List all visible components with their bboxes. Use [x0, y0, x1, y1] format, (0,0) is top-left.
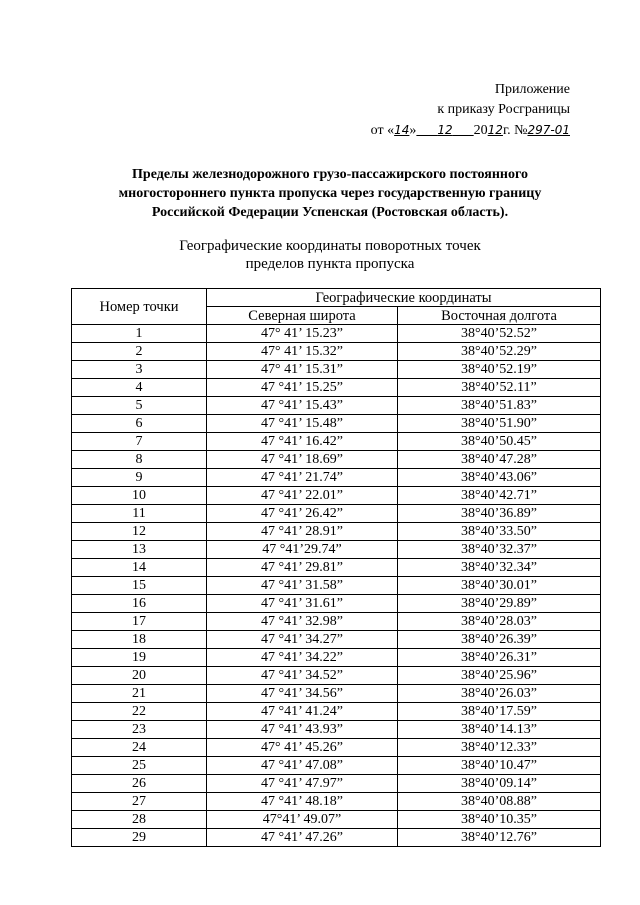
annex-date-line [371, 120, 570, 141]
table-row [72, 559, 601, 577]
table-row [72, 793, 601, 811]
point-number-cell: 16 [72, 595, 207, 613]
table-caption [100, 237, 560, 273]
point-number-cell: 6 [72, 415, 207, 433]
latitude-cell: 47 °41’29.74” [207, 541, 398, 559]
table-row [72, 325, 601, 343]
longitude-cell: 38°40’08.88” [398, 793, 601, 811]
date-prefix: от « [370, 123, 395, 138]
longitude-cell: 38°40’26.39” [398, 631, 601, 649]
longitude-cell: 38°40’30.01” [398, 577, 601, 595]
point-number-cell: 23 [72, 721, 207, 739]
point-number-cell: 2 [72, 343, 207, 361]
point-number-cell: 22 [72, 703, 207, 721]
longitude-cell: 38°40’52.11” [398, 379, 601, 397]
longitude-cell: 38°40’52.52” [398, 325, 601, 343]
latitude-cell: 47 °41’ 29.81” [207, 559, 398, 577]
number-prefix: г. № [502, 123, 528, 138]
title-line: Российской Федерации Успенская (Ростовская область). [151, 205, 509, 220]
longitude-cell: 38°40’17.59” [398, 703, 601, 721]
latitude-cell: 47 °41’ 47.97” [207, 775, 398, 793]
latitude-cell: 47° 41’ 15.31” [207, 361, 398, 379]
latitude-cell: 47 °41’ 21.74” [207, 469, 398, 487]
annex-reference: к приказу Росграницы [437, 102, 570, 117]
longitude-cell: 38°40’12.33” [398, 739, 601, 757]
table-row [72, 541, 601, 559]
longitude-cell: 38°40’14.13” [398, 721, 601, 739]
point-number-cell: 4 [72, 379, 207, 397]
order-number: 297-01 [527, 123, 570, 137]
table-row [72, 685, 601, 703]
date-month: 12 [437, 123, 453, 137]
longitude-cell: 38°40’51.90” [398, 415, 601, 433]
table-row [72, 523, 601, 541]
longitude-cell: 38°40’47.28” [398, 451, 601, 469]
table-row [72, 811, 601, 829]
title-line: многостороннего пункта пропуска через государственную границу [118, 186, 542, 201]
table-row [72, 505, 601, 523]
longitude-cell: 38°40’26.31” [398, 649, 601, 667]
point-number-cell: 9 [72, 469, 207, 487]
latitude-cell: 47° 41’ 15.23” [207, 325, 398, 343]
point-number-cell: 17 [72, 613, 207, 631]
table-row [72, 649, 601, 667]
date-year-suffix: 12 [487, 123, 503, 137]
longitude-cell: 38°40’50.45” [398, 433, 601, 451]
table-row [72, 361, 601, 379]
latitude-cell: 47 °41’ 47.08” [207, 757, 398, 775]
longitude-cell: 38°40’25.96” [398, 667, 601, 685]
header-latitude: Северная широта [207, 307, 398, 325]
longitude-cell: 38°40’10.47” [398, 757, 601, 775]
table-row [72, 631, 601, 649]
point-number-cell: 26 [72, 775, 207, 793]
longitude-cell: 38°40’10.35” [398, 811, 601, 829]
latitude-cell: 47 °41’ 34.27” [207, 631, 398, 649]
table-row [72, 775, 601, 793]
longitude-cell: 38°40’42.71” [398, 487, 601, 505]
latitude-cell: 47 °41’ 47.26” [207, 829, 398, 847]
table-row [72, 577, 601, 595]
longitude-cell: 38°40’26.03” [398, 685, 601, 703]
annex-header [371, 80, 570, 141]
point-number-cell: 24 [72, 739, 207, 757]
latitude-cell: 47 °41’ 15.48” [207, 415, 398, 433]
longitude-cell: 38°40’12.76” [398, 829, 601, 847]
point-number-cell: 3 [72, 361, 207, 379]
longitude-cell: 38°40’28.03” [398, 613, 601, 631]
header-point-number: Номер точки [72, 289, 207, 325]
point-number-cell: 29 [72, 829, 207, 847]
latitude-cell: 47 °41’ 18.69” [207, 451, 398, 469]
longitude-cell: 38°40’51.83” [398, 397, 601, 415]
point-number-cell: 7 [72, 433, 207, 451]
point-number-cell: 12 [72, 523, 207, 541]
latitude-cell: 47 °41’ 31.61” [207, 595, 398, 613]
point-number-cell: 18 [72, 631, 207, 649]
table-row [72, 757, 601, 775]
latitude-cell: 47 °41’ 34.52” [207, 667, 398, 685]
table-row [72, 469, 601, 487]
longitude-cell: 38°40’43.06” [398, 469, 601, 487]
latitude-cell: 47 °41’ 15.25” [207, 379, 398, 397]
latitude-cell: 47°41’ 49.07” [207, 811, 398, 829]
table-row [72, 433, 601, 451]
table-row [72, 343, 601, 361]
latitude-cell: 47 °41’ 31.58” [207, 577, 398, 595]
longitude-cell: 38°40’52.19” [398, 361, 601, 379]
latitude-cell: 47 °41’ 43.93” [207, 721, 398, 739]
longitude-cell: 38°40’32.34” [398, 559, 601, 577]
table-row [72, 487, 601, 505]
longitude-cell: 38°40’32.37” [398, 541, 601, 559]
latitude-cell: 47 °41’ 32.98” [207, 613, 398, 631]
latitude-cell: 47 °41’ 15.43” [207, 397, 398, 415]
header-coordinates: Географические координаты [207, 289, 601, 307]
table-row [72, 667, 601, 685]
latitude-cell: 47° 41’ 45.26” [207, 739, 398, 757]
latitude-cell: 47 °41’ 34.56” [207, 685, 398, 703]
longitude-cell: 38°40’33.50” [398, 523, 601, 541]
longitude-cell: 38°40’52.29” [398, 343, 601, 361]
latitude-cell: 47 °41’ 16.42” [207, 433, 398, 451]
point-number-cell: 15 [72, 577, 207, 595]
caption-line: пределов пункта пропуска [245, 256, 415, 272]
latitude-cell: 47 °41’ 48.18” [207, 793, 398, 811]
latitude-cell: 47 °41’ 28.91” [207, 523, 398, 541]
point-number-cell: 11 [72, 505, 207, 523]
table-row [72, 613, 601, 631]
latitude-cell: 47 °41’ 34.22” [207, 649, 398, 667]
coordinates-table [71, 288, 601, 847]
table-row [72, 721, 601, 739]
longitude-cell: 38°40’36.89” [398, 505, 601, 523]
point-number-cell: 10 [72, 487, 207, 505]
point-number-cell: 8 [72, 451, 207, 469]
table-row [72, 397, 601, 415]
table-row [72, 451, 601, 469]
point-number-cell: 25 [72, 757, 207, 775]
point-number-cell: 20 [72, 667, 207, 685]
table-row [72, 379, 601, 397]
point-number-cell: 5 [72, 397, 207, 415]
table-row [72, 595, 601, 613]
table-row [72, 739, 601, 757]
document-title [80, 165, 580, 222]
caption-line: Географические координаты поворотных точек [179, 238, 481, 254]
table-row [72, 415, 601, 433]
date-year-prefix: 20 [473, 123, 488, 138]
point-number-cell: 1 [72, 325, 207, 343]
latitude-cell: 47 °41’ 26.42” [207, 505, 398, 523]
annex-title: Приложение [494, 82, 570, 97]
point-number-cell: 21 [72, 685, 207, 703]
date-quote: » [409, 123, 417, 138]
latitude-cell: 47 °41’ 22.01” [207, 487, 398, 505]
header-longitude: Восточная долгота [398, 307, 601, 325]
latitude-cell: 47° 41’ 15.32” [207, 343, 398, 361]
latitude-cell: 47 °41’ 41.24” [207, 703, 398, 721]
point-number-cell: 13 [72, 541, 207, 559]
point-number-cell: 28 [72, 811, 207, 829]
table-row [72, 703, 601, 721]
longitude-cell: 38°40’29.89” [398, 595, 601, 613]
point-number-cell: 14 [72, 559, 207, 577]
title-line: Пределы железнодорожного грузо-пассажирского постоянного [132, 167, 528, 182]
longitude-cell: 38°40’09.14” [398, 775, 601, 793]
date-month-line [416, 123, 473, 138]
table-row [72, 829, 601, 847]
point-number-cell: 27 [72, 793, 207, 811]
date-day: 14 [394, 123, 410, 137]
point-number-cell: 19 [72, 649, 207, 667]
